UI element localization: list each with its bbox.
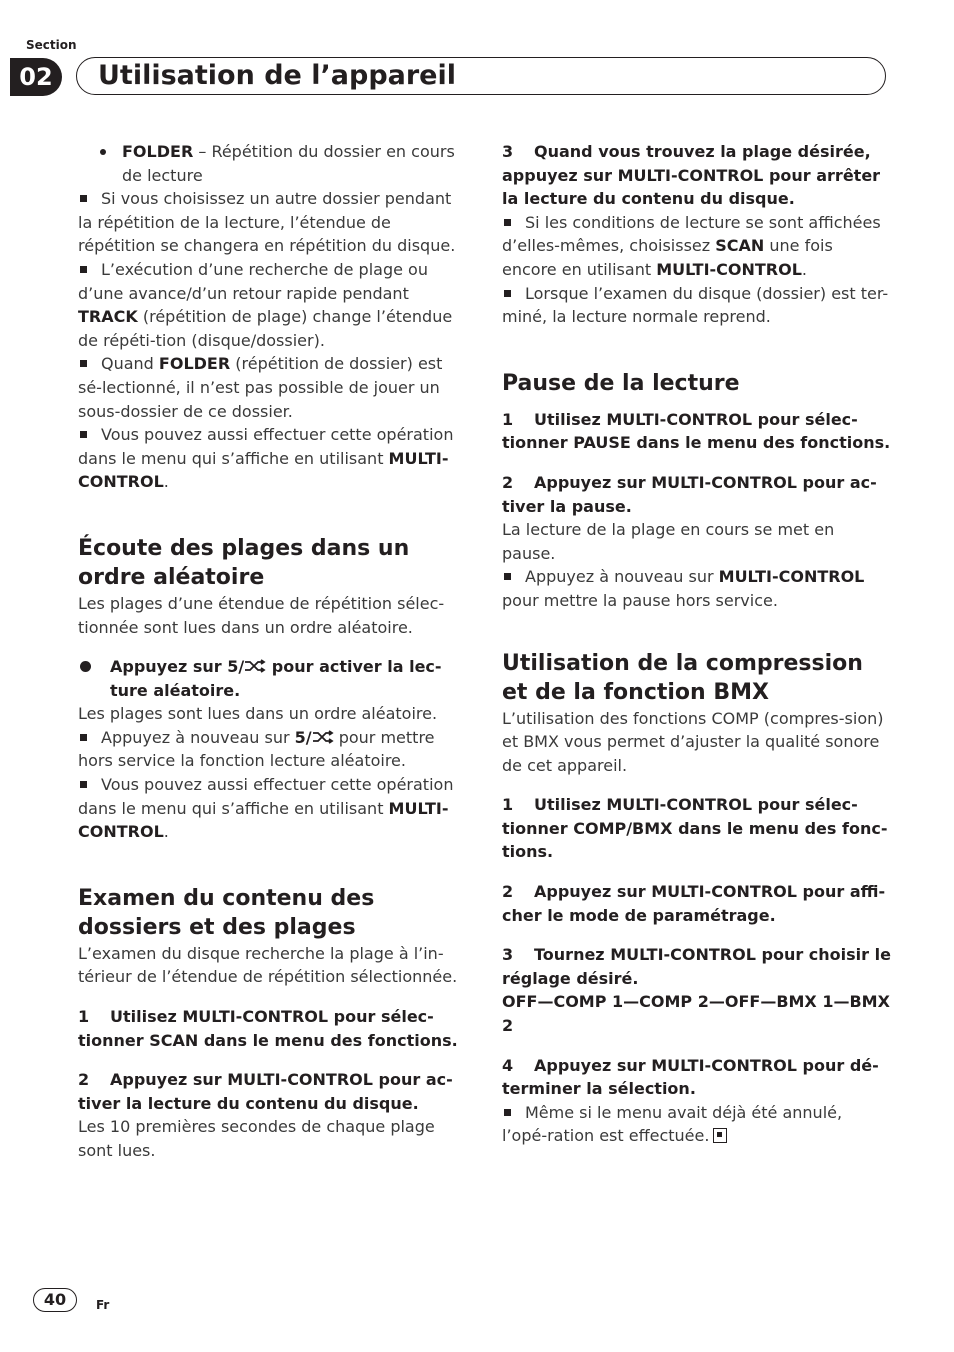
comp-step-1 [502,793,892,864]
note-square-icon [504,573,511,580]
random-step [78,655,466,702]
left-column [78,140,466,1163]
step-number: 1 [502,795,514,815]
pause-step-2 [502,471,892,518]
note-repeat-folder [78,187,466,258]
note-text: L’exécution d’une recherche de plage ou d’une avance/d’un retour rapide pendant [78,259,428,303]
step-text: Tournez MULTI-CONTROL pour choisir le réglage désiré. [502,945,891,988]
step-text: Utilisez MULTI-CONTROL pour sélec-tionner SCAN dans le menu des fonctions. [78,1007,458,1050]
note-square-icon [80,431,87,438]
note-square-icon [80,734,87,741]
step-text: Appuyez sur MULTI-CONTROL pour affi-cher le mode de paramétrage. [502,882,886,925]
pause-step-1 [502,408,892,455]
note-text: . [801,259,808,279]
note-bold: FOLDER [158,354,231,374]
note-text: Appuyez à nouveau sur [101,727,295,747]
heading-comp: Utilisation de la compression et de la fonction BMX [502,650,863,705]
note-bold: 5/ [294,727,312,747]
step-number: 2 [502,882,514,902]
step-text: Appuyez sur MULTI-CONTROL pour dé-terminer la sélection. [502,1055,879,1099]
note-text: pour mettre hors service la fonction lecture aléatoire. [78,727,435,771]
note-scan-end [502,282,892,329]
language-code: Fr [96,1298,110,1312]
heading-random: Écoute des plages dans un ordre aléatoire [78,535,410,590]
step-dot-icon [80,661,91,672]
note-text: Si vous choisissez un autre dossier pendant la répétition de la lecture, l’étendue de répétition se changera en répétition du disque. [78,189,456,256]
note-square-icon [504,1109,511,1116]
note-comp-done [502,1101,892,1148]
step-text: Quand vous trouvez la plage désirée, appuyez sur MULTI-CONTROL pour arrêter la lecture du contenu du disque. [502,142,881,209]
scan-step-3 [502,140,892,211]
comp-step-3 [502,943,892,990]
step-number: 3 [502,945,514,965]
step-text: Appuyez sur MULTI-CONTROL pour ac-tiver la lecture du contenu du disque. [78,1070,453,1113]
note-random-menu [78,773,466,844]
note-text: Si les conditions de lecture se sont affichées d’elles-mêmes, choisissez [502,212,881,256]
heading-pause: Pause de la lecture [502,370,740,396]
note-text: (répétition de dossier) est sé-lectionné, il n’est pas possible de jouer un sous-dossier de ce dossier. [78,354,443,421]
note-text: pour mettre la pause hors service. [502,590,778,610]
step-number: 2 [502,472,514,492]
note-track-search [78,258,466,352]
note-pause-off [502,565,892,612]
section-number-badge: 02 [10,58,62,96]
note-square-icon [80,195,87,202]
page-number: 40 [33,1288,77,1312]
end-mark-icon [713,1128,727,1143]
note-bold: MULTI-CONTROL [718,567,865,587]
note-square-icon [80,266,87,273]
note-bold: MULTI-CONTROL [656,259,802,279]
note-bold: MULTI-CONTROL [78,448,449,492]
random-icon [244,659,266,673]
random-icon [312,730,334,744]
folder-desc: – Répétition du dossier en cours de lecture [122,142,455,185]
note-text: . [163,472,169,492]
step-number: 1 [78,1007,90,1027]
note-scan-conditions [502,211,892,282]
step-text: Appuyez sur 5/ [110,657,245,677]
note-text: Quand [101,354,159,374]
comp-sequence: OFF—COMP 1—COMP 2—OFF—BMX 1—BMX 2 [502,992,890,1036]
heading-scan: Examen du contenu des dossiers et des plages [78,885,375,940]
step-text: Utilisez MULTI-CONTROL pour sélec-tionner COMP/BMX dans le menu des fonc-tions. [502,795,888,862]
note-bold: TRACK [78,307,138,327]
note-text: Vous pouvez aussi effectuer cette opération dans le menu qui s’affiche en utilisant [78,775,454,818]
note-text: (répétition de plage) change l’étendue de répéti-tion (disque/dossier). [78,307,453,350]
note-text: Vous pouvez aussi effectuer cette opération dans le menu qui s’affiche en utilisant [78,425,454,468]
note-text: Appuyez à nouveau sur [525,567,719,587]
note-square-icon [80,360,87,367]
step-text: Appuyez sur MULTI-CONTROL pour ac-tiver la pause. [502,472,877,516]
note-text: Lorsque l’examen du disque (dossier) est ter-miné, la lecture normale reprend. [502,283,889,327]
pause-step-2-result: La lecture de la plage en cours se met en pause. [502,520,835,563]
bullet-dot [100,149,106,155]
step-number: 1 [502,409,514,429]
page-title: Utilisation de l’appareil [98,60,457,91]
random-intro: Les plages d’une étendue de répétition sélec-tionnée sont lues dans un ordre aléatoire. [78,593,445,637]
note-square-icon [504,290,511,297]
note-menu-op [78,423,466,494]
step-number: 3 [502,142,514,161]
scan-step-1 [78,1005,466,1052]
step-number: 4 [502,1055,514,1075]
folder-term: FOLDER [122,142,194,161]
comp-step-2 [502,880,892,927]
step-text: pour activer la lec-ture aléatoire. [110,657,442,700]
step-number: 2 [78,1070,90,1090]
note-bold: MULTI-CONTROL [78,798,449,842]
note-square-icon [504,219,511,226]
note-text: une fois encore en utilisant [502,236,833,279]
folder-bullet [78,140,466,187]
note-bold: SCAN [715,236,765,256]
right-column [502,140,892,1148]
scan-step-2 [78,1068,466,1115]
scan-step-2-result: Les 10 premières secondes de chaque plage sont lues. [78,1117,435,1160]
section-label: Section [26,38,77,52]
note-text: . [163,822,169,842]
note-folder-sub [78,352,466,423]
note-square-icon [80,781,87,788]
step-text: Utilisez MULTI-CONTROL pour sélec-tionner PAUSE dans le menu des fonctions. [502,409,891,453]
comp-intro: L’utilisation des fonctions COMP (compres-sion) et BMX vous permet d’ajuster la qualité sonore de cet appareil. [502,708,884,775]
scan-intro: L’examen du disque recherche la plage à l’in-térieur de l’étendue de répétition sélectionnée. [78,943,458,987]
comp-step-4 [502,1054,892,1101]
note-text: Même si le menu avait déjà été annulé, l’opé-ration est effectuée. [502,1102,843,1146]
random-result: Les plages sont lues dans un ordre aléatoire. [78,704,438,724]
note-random-off [78,726,466,773]
